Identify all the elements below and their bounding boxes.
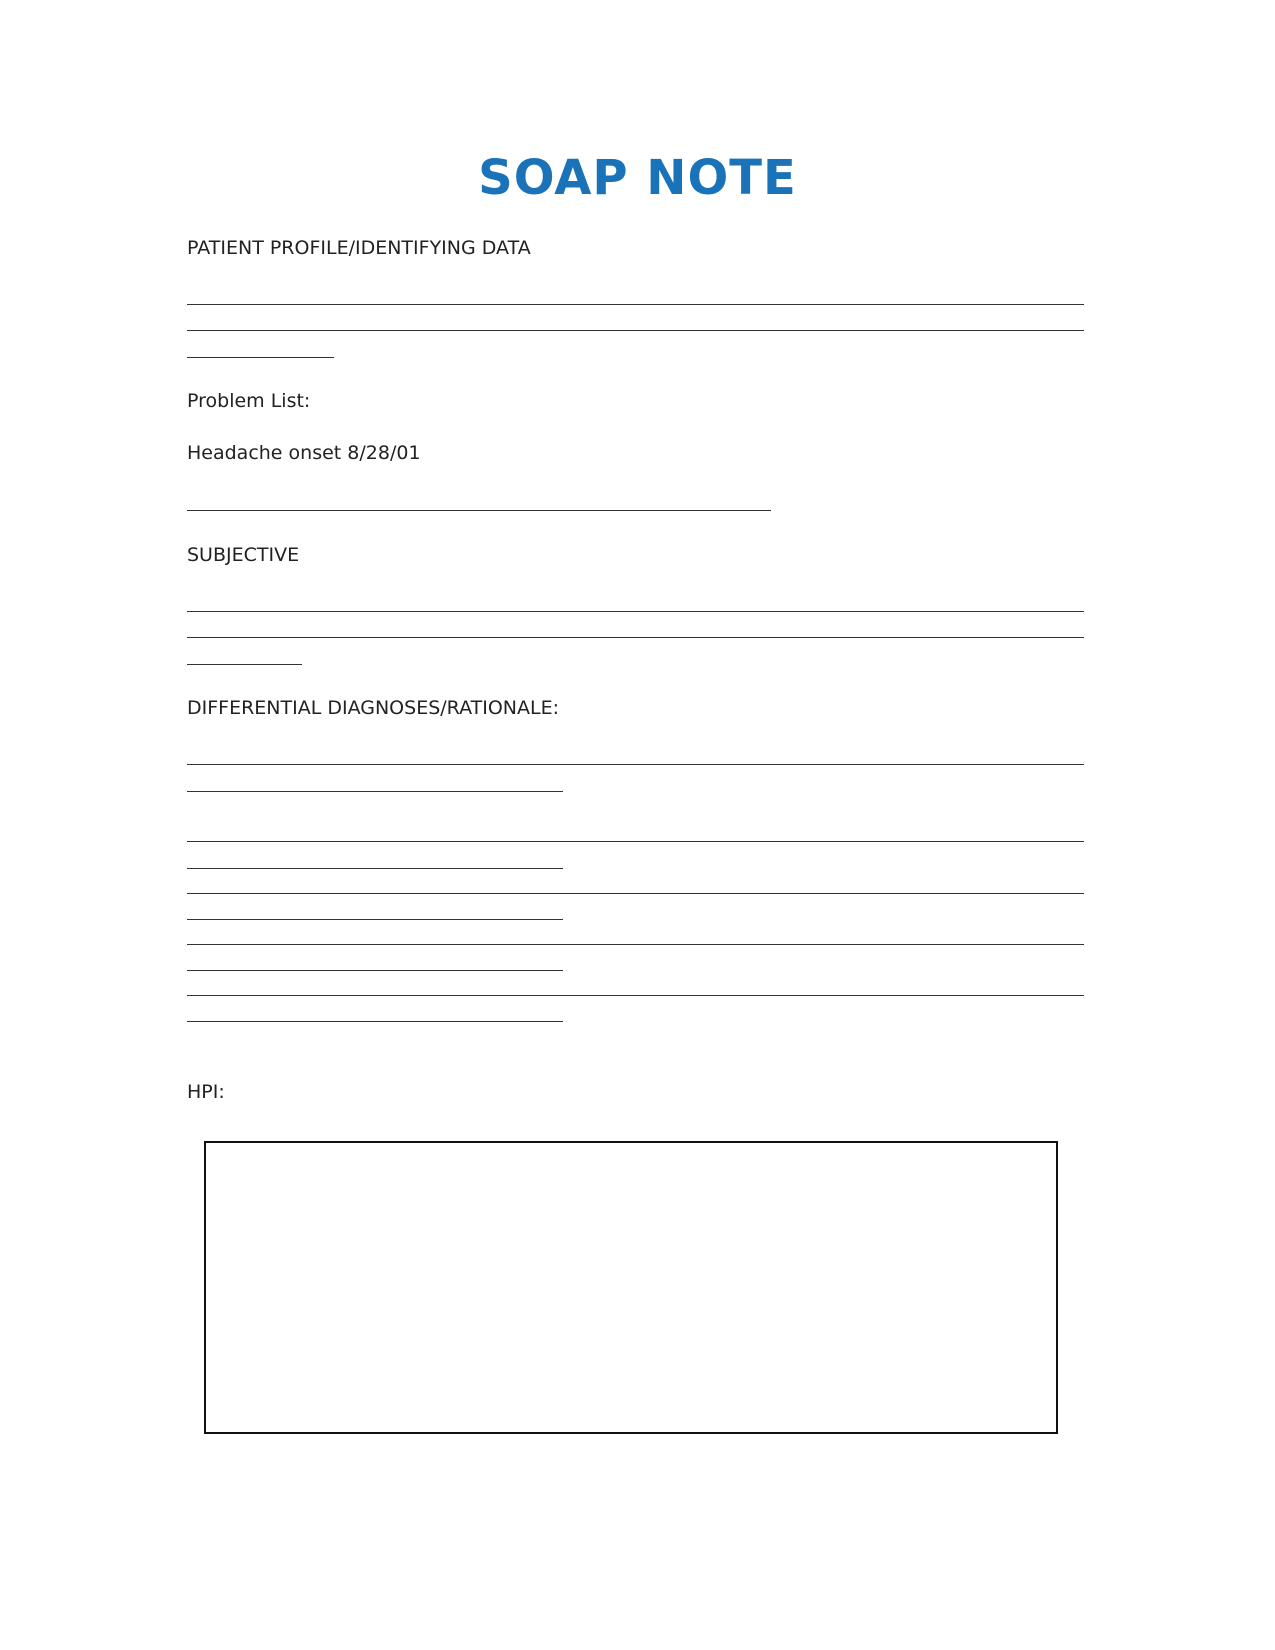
differential-line-9[interactable] bbox=[187, 995, 1084, 996]
differential-line-3[interactable] bbox=[187, 841, 1084, 842]
differential-line-1[interactable] bbox=[187, 764, 1084, 765]
patient-profile-line-3[interactable] bbox=[187, 357, 334, 358]
differential-heading: DIFFERENTIAL DIAGNOSES/RATIONALE: bbox=[187, 697, 559, 719]
differential-line-2[interactable] bbox=[187, 791, 563, 792]
patient-profile-line-1[interactable] bbox=[187, 304, 1084, 305]
differential-line-4[interactable] bbox=[187, 868, 563, 869]
hpi-heading: HPI: bbox=[187, 1081, 225, 1103]
subjective-heading: SUBJECTIVE bbox=[187, 544, 300, 566]
problem-list-entry: Headache onset 8/28/01 bbox=[187, 442, 421, 464]
patient-profile-line-2[interactable] bbox=[187, 330, 1084, 331]
patient-profile-heading: PATIENT PROFILE/IDENTIFYING DATA bbox=[187, 237, 531, 259]
subjective-line-1[interactable] bbox=[187, 611, 1084, 612]
differential-line-8[interactable] bbox=[187, 970, 563, 971]
differential-line-10[interactable] bbox=[187, 1021, 563, 1022]
problem-list-heading: Problem List: bbox=[187, 390, 311, 412]
differential-line-7[interactable] bbox=[187, 944, 1084, 945]
subjective-line-3[interactable] bbox=[187, 664, 302, 665]
problem-list-line[interactable] bbox=[187, 510, 771, 511]
differential-line-6[interactable] bbox=[187, 919, 563, 920]
subjective-line-2[interactable] bbox=[187, 637, 1084, 638]
page-title: SOAP NOTE bbox=[478, 150, 797, 206]
hpi-text-box[interactable] bbox=[204, 1141, 1058, 1434]
differential-line-5[interactable] bbox=[187, 893, 1084, 894]
